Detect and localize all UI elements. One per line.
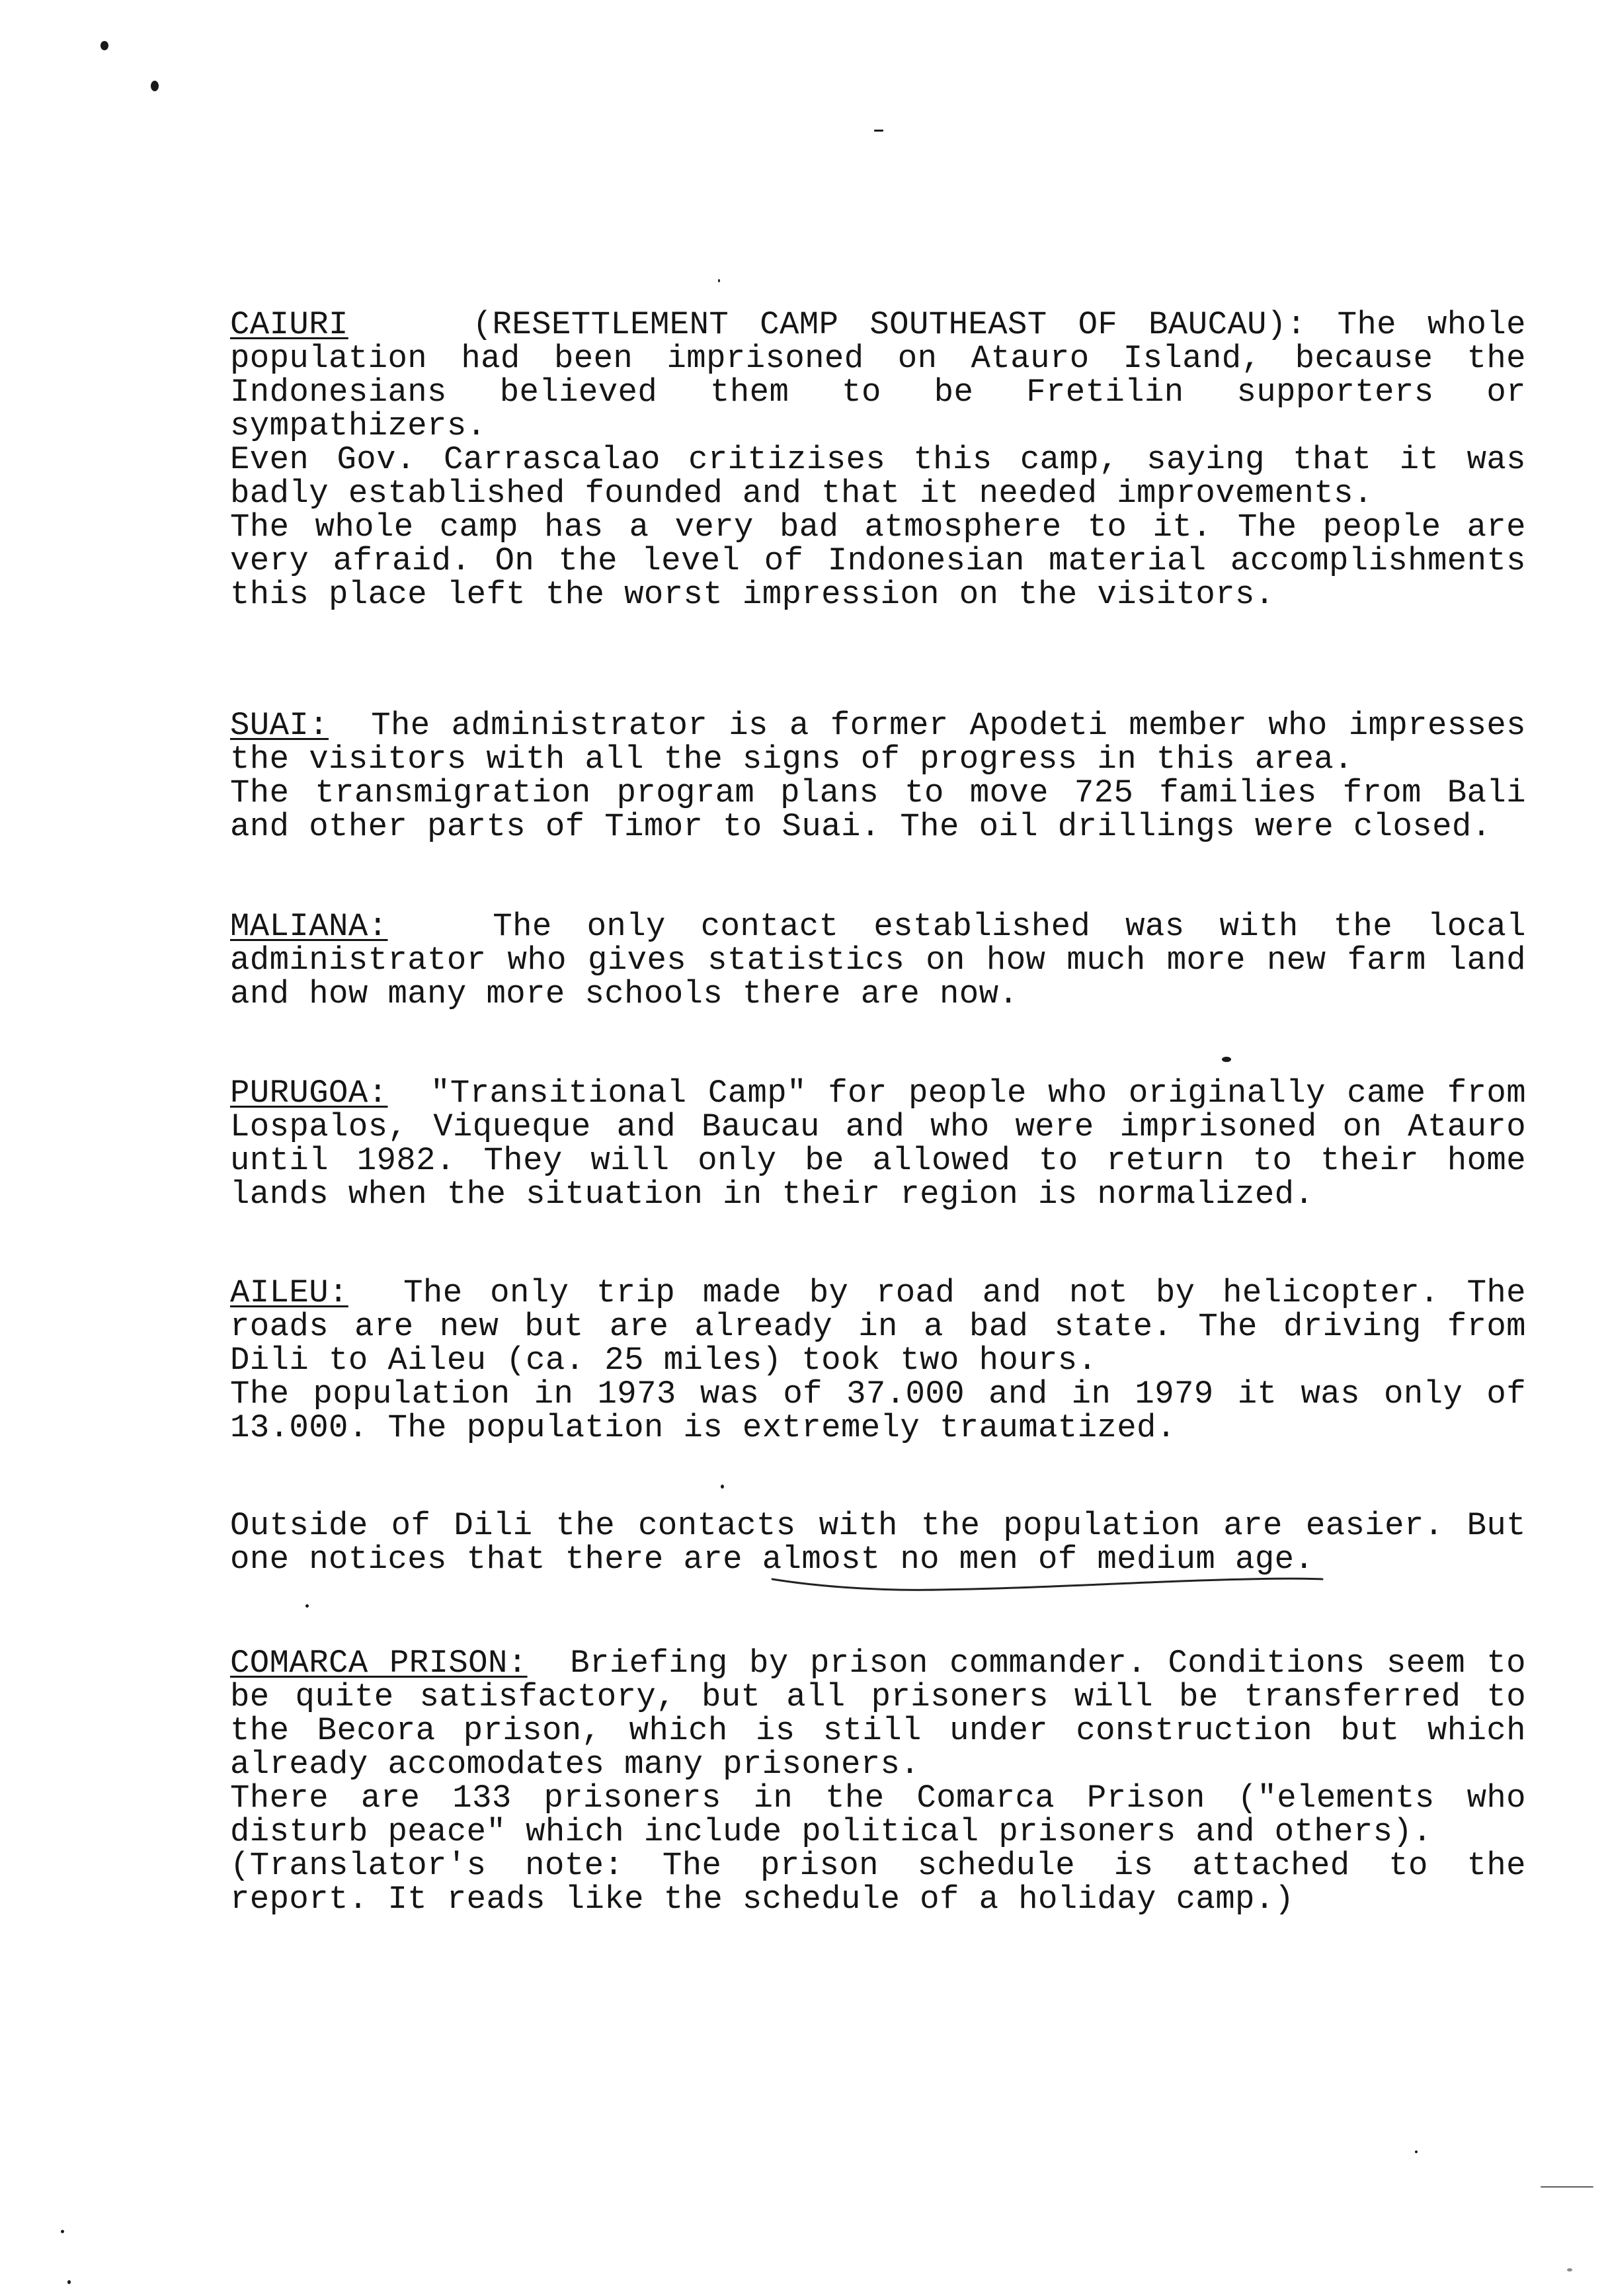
scan-speck: [305, 1604, 309, 1608]
scan-speck: [151, 81, 159, 91]
section-paragraph: Even Gov. Carrascalao critizises this camp, saying that it was badly established founded and that it needed improvements.: [230, 441, 1526, 512]
section-paragraph: The population in 1973 was of 37.000 and in 1979 it was only of 13.000. The population is extremely traumatized.: [230, 1375, 1526, 1446]
scan-speck: [100, 41, 108, 50]
section-caiuri: [230, 308, 1526, 612]
scan-speck: [1541, 2186, 1593, 2188]
section-purugoa: [230, 1077, 1526, 1211]
section-paragraph: [230, 910, 1526, 1011]
scan-speck: [874, 130, 883, 132]
scan-speck: [1415, 2151, 1418, 2153]
section-paragraph: [230, 1647, 1526, 1782]
scan-speck: [61, 2230, 64, 2233]
section-paragraph: (Translator's note: The prison schedule is attached to the report. It reads like the schedule of a holiday camp.): [230, 1847, 1526, 1918]
paragraph-text: (RESETTLEMENT CAMP SOUTHEAST OF BAUCAU): The whole population had been imprisoned on Atauro Island, because the Indonesians believed them to be Fretilin supporters or sympathizers.: [230, 306, 1526, 444]
section-suai: [230, 709, 1526, 844]
scan-speck: [1567, 2268, 1572, 2272]
section-aileu: [230, 1276, 1526, 1445]
section-paragraph: [230, 1077, 1526, 1211]
scan-speck: [721, 1485, 724, 1489]
paragraph-text: The administrator is a former Apodeti member who impresses the visitors with all the signs of progress in this area.: [230, 707, 1526, 778]
section-paragraph: The whole camp has a very bad atmosphere to it. The people are very afraid. On the level of Indonesian material accomplishments this place left the worst impression on the visitors.: [230, 509, 1526, 613]
section-paragraph: [230, 709, 1526, 776]
section-heading: PURUGOA:: [230, 1075, 388, 1112]
section-paragraph: The transmigration program plans to move 725 families from Bali and other parts of Timor to Suai. The oil drillings were closed.: [230, 774, 1526, 845]
section-paragraph: [230, 308, 1526, 443]
section-heading: COMARCA PRISON:: [230, 1645, 528, 1682]
section-paragraph: There are 133 prisoners in the Comarca Prison ("elements who disturb peace" which include political prisoners and others).: [230, 1780, 1526, 1850]
section-paragraph: Outside of Dili the contacts with the population are easier. But one notices that there are almost no men of medium age.: [230, 1507, 1526, 1578]
section-paragraph: [230, 1276, 1526, 1377]
section-maliana: [230, 910, 1526, 1011]
section-comarca-prison: [230, 1647, 1526, 1916]
paragraph-text: "Transitional Camp" for people who originally came from Lospalos, Viqueque and Baucau and who were imprisoned on Atauro until 1982. They will only be allowed to return to their home lands when the situation in their region is normalized.: [230, 1075, 1526, 1213]
section-heading: AILEU:: [230, 1274, 348, 1311]
scan-speck: [718, 279, 720, 282]
section-outside-dili: [230, 1509, 1526, 1577]
section-heading: SUAI:: [230, 707, 329, 744]
section-heading: CAIURI: [230, 306, 348, 343]
paragraph-text: The only trip made by road and not by helicopter. The roads are new but are already in a bad state. The driving from Dili to Aileu (ca. 25 miles) took two hours.: [230, 1274, 1526, 1379]
paragraph-text: Briefing by prison commander. Conditions seem to be quite satisfactory, but all prisoners will be transferred to the Becora prison, which is still under construction but which already accomodates many prisoners.: [230, 1645, 1526, 1783]
scan-speck: [67, 2280, 71, 2284]
scan-speck: [1222, 1057, 1231, 1062]
section-heading: MALIANA:: [230, 908, 388, 945]
paragraph-text: The only contact established was with the local administrator who gives statistics on how much more new farm land and how many more schools there are now.: [230, 908, 1526, 1012]
